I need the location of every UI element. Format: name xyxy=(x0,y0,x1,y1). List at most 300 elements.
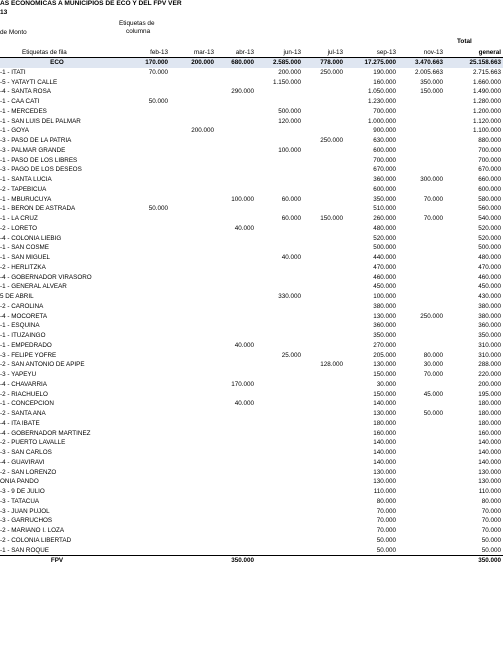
cell-value: 380.000 xyxy=(373,302,396,310)
row-total: 560.000 xyxy=(478,205,501,213)
cell-value xyxy=(216,78,256,88)
municipio-label[interactable]: -4 - CHAVARRIA xyxy=(0,380,47,388)
cell-value xyxy=(170,458,216,468)
row-total: 700.000 xyxy=(478,146,501,154)
cell-value xyxy=(256,458,303,468)
table-row xyxy=(0,321,503,331)
cell-value xyxy=(116,234,170,244)
col-header: feb-13 xyxy=(116,48,170,58)
row-total: 70.000 xyxy=(481,527,501,534)
cell-value xyxy=(170,331,216,341)
cell-value xyxy=(170,136,216,146)
cell-value xyxy=(116,126,170,136)
row-total: 470.000 xyxy=(478,263,501,271)
municipio-label[interactable]: -3 - FELIPE YOFRE xyxy=(0,351,57,359)
cell-value xyxy=(116,370,170,380)
municipio-label[interactable]: -2 - SAN ANTONIO DE APIPE xyxy=(0,361,85,369)
cell-value xyxy=(256,360,303,370)
table-row xyxy=(0,458,503,468)
cell-value xyxy=(303,516,345,526)
eco-value: 170.000 xyxy=(116,58,170,68)
cell-value xyxy=(303,97,345,107)
cell-value xyxy=(170,321,216,331)
cell-value xyxy=(116,331,170,341)
cell-value xyxy=(116,487,170,497)
cell-value: 100.000 xyxy=(373,293,396,300)
cell-value xyxy=(170,175,216,185)
cell-value xyxy=(398,458,445,468)
cell-value xyxy=(216,263,256,273)
municipio-label[interactable]: -2 - CAROLINA xyxy=(0,302,44,310)
col-header: jun-13 xyxy=(256,48,303,58)
table-row xyxy=(0,331,503,341)
municipio-label[interactable]: -2 - RIACHUELO xyxy=(0,390,48,398)
row-total: 195.000 xyxy=(478,390,501,398)
cell-value: 200.000 xyxy=(191,127,214,135)
cell-value: 70.000 xyxy=(423,371,443,378)
table-row xyxy=(0,175,503,185)
cell-value xyxy=(216,302,256,312)
cell-value xyxy=(116,536,170,546)
cell-value: 40.000 xyxy=(234,400,254,408)
cell-value xyxy=(398,185,445,195)
municipio-label[interactable]: -2 - MARIANO I. LOZA xyxy=(0,527,65,534)
cell-value xyxy=(256,487,303,497)
cell-value: 60.000 xyxy=(281,195,301,203)
cell-value xyxy=(398,243,445,253)
cell-value: 700.000 xyxy=(373,156,396,164)
table-row xyxy=(0,204,503,214)
cell-value xyxy=(216,370,256,380)
eco-group-row xyxy=(0,58,503,68)
cell-value xyxy=(303,487,345,497)
cell-value: 600.000 xyxy=(373,185,396,193)
municipio-label[interactable]: -1 - ESQUINA xyxy=(0,322,40,330)
cell-value: 140.000 xyxy=(373,400,396,408)
row-total: 2.715.663 xyxy=(472,68,501,76)
cell-value xyxy=(116,516,170,526)
row-labels-header[interactable]: Etiquetas de fila xyxy=(0,48,116,58)
cell-value xyxy=(303,224,345,234)
fpv-label[interactable]: FPV xyxy=(0,556,116,566)
cell-value: 110.000 xyxy=(373,488,396,495)
cell-value xyxy=(216,117,256,127)
table-row xyxy=(0,263,503,273)
cell-value xyxy=(170,507,216,517)
cell-value xyxy=(256,468,303,478)
cell-value xyxy=(303,195,345,205)
cell-value: 270.000 xyxy=(373,341,396,349)
cell-value xyxy=(256,263,303,273)
row-total: 380.000 xyxy=(478,312,501,320)
cell-value: 100.000 xyxy=(278,146,301,154)
cell-value xyxy=(216,526,256,536)
municipio-label[interactable]: -1 - BERON DE ASTRADA xyxy=(0,205,76,213)
cell-value xyxy=(303,331,345,341)
cell-value: 30.000 xyxy=(376,380,396,388)
cell-value xyxy=(303,399,345,409)
cell-value xyxy=(398,156,445,166)
cell-value xyxy=(116,263,170,273)
cell-value xyxy=(116,282,170,292)
table-row xyxy=(0,78,503,88)
cell-value xyxy=(116,497,170,507)
cell-value xyxy=(398,497,445,507)
table-row xyxy=(0,282,503,292)
cell-value xyxy=(303,78,345,88)
cell-value xyxy=(303,507,345,517)
municipio-label[interactable]: -2 - HERLITZKA xyxy=(0,263,46,271)
cell-value xyxy=(303,370,345,380)
table-row xyxy=(0,360,503,370)
cell-value xyxy=(303,419,345,429)
cell-value xyxy=(256,243,303,253)
cell-value xyxy=(116,477,170,487)
cell-value: 40.000 xyxy=(234,341,254,349)
row-total: 70.000 xyxy=(481,507,501,515)
municipio-label[interactable]: -2 - LORETO xyxy=(0,224,37,232)
row-total: 310.000 xyxy=(478,351,501,359)
table-row xyxy=(0,302,503,312)
cell-value xyxy=(170,429,216,439)
cell-value xyxy=(170,390,216,400)
municipio-label[interactable]: ONIA PANDO xyxy=(0,478,39,486)
cell-value xyxy=(398,477,445,487)
cell-value: 40.000 xyxy=(281,254,301,261)
municipio-label[interactable]: -4 - GOBERNADOR VIRASORO xyxy=(0,273,92,281)
cell-value xyxy=(170,409,216,419)
cell-value: 450.000 xyxy=(373,283,396,291)
cell-value: 130.000 xyxy=(373,468,396,476)
cell-value xyxy=(256,399,303,409)
cell-value xyxy=(216,516,256,526)
municipio-label[interactable]: -4 - GUAVIRAVI xyxy=(0,458,45,466)
cell-value: 290.000 xyxy=(231,88,254,96)
table-row xyxy=(0,136,503,146)
cell-value xyxy=(256,497,303,507)
cell-value xyxy=(303,526,345,536)
cell-value xyxy=(303,234,345,244)
cell-value xyxy=(216,429,256,439)
cell-value: 250.000 xyxy=(320,137,343,144)
cell-value: 480.000 xyxy=(373,224,396,232)
cell-value xyxy=(303,302,345,312)
cell-value: 70.000 xyxy=(148,68,168,76)
cell-value xyxy=(398,165,445,175)
cell-value xyxy=(303,282,345,292)
municipio-label[interactable]: -1 - GENERAL ALVEAR xyxy=(0,283,67,291)
cell-value xyxy=(303,536,345,546)
cell-value xyxy=(256,370,303,380)
cell-value: 50.000 xyxy=(423,410,443,417)
row-total: 670.000 xyxy=(478,166,501,174)
cell-value xyxy=(116,273,170,283)
total-header-line2: general xyxy=(445,48,503,58)
cell-value: 510.000 xyxy=(373,205,396,213)
cell-value xyxy=(216,97,256,107)
municipio-label[interactable]: -4 - ITA IBATE xyxy=(0,419,40,427)
table-row xyxy=(0,507,503,517)
table-row xyxy=(0,234,503,244)
cell-value xyxy=(216,253,256,263)
cell-value xyxy=(398,234,445,244)
municipio-label[interactable]: -1 - CONCEPCION xyxy=(0,400,54,408)
cell-value xyxy=(398,224,445,234)
cell-value xyxy=(170,497,216,507)
municipio-label[interactable]: -3 - YAPEYU xyxy=(0,371,37,378)
cell-value: 80.000 xyxy=(376,497,396,505)
cell-value: 250.000 xyxy=(320,68,343,76)
cell-value xyxy=(116,107,170,117)
cell-value xyxy=(256,419,303,429)
cell-value: 140.000 xyxy=(373,439,396,447)
cell-value xyxy=(116,458,170,468)
row-total: 460.000 xyxy=(478,273,501,281)
municipio-label[interactable]: -1 - MBURUCUYA xyxy=(0,195,52,203)
cell-value xyxy=(303,351,345,361)
cell-value: 460.000 xyxy=(373,273,396,281)
cell-value: 50.000 xyxy=(376,546,396,554)
table-row xyxy=(0,516,503,526)
cell-value xyxy=(303,117,345,127)
cell-value xyxy=(170,341,216,351)
cell-value xyxy=(303,409,345,419)
cell-value xyxy=(303,243,345,253)
cell-value xyxy=(170,399,216,409)
cell-value xyxy=(398,399,445,409)
cell-value xyxy=(216,312,256,322)
row-total: 450.000 xyxy=(478,283,501,291)
cell-value xyxy=(116,175,170,185)
cell-value xyxy=(398,546,445,556)
row-total: 1.280.000 xyxy=(472,98,501,105)
cell-value: 1.150.000 xyxy=(272,78,301,86)
municipio-label[interactable]: -1 - SAN MIGUEL xyxy=(0,254,51,261)
municipio-label[interactable]: -2 - COLONIA LIBERTAD xyxy=(0,536,72,544)
cell-value xyxy=(170,185,216,195)
cell-value xyxy=(256,331,303,341)
eco-label[interactable]: ECO xyxy=(0,58,116,68)
row-total: 660.000 xyxy=(478,176,501,183)
row-total: 310.000 xyxy=(478,341,501,349)
cell-value xyxy=(398,331,445,341)
row-total: 160.000 xyxy=(478,429,501,437)
cell-value: 140.000 xyxy=(373,449,396,456)
municipio-label[interactable]: -1 - GOYA xyxy=(0,127,29,135)
cell-value xyxy=(116,292,170,302)
table-row xyxy=(0,253,503,263)
row-total: 288.000 xyxy=(478,361,501,369)
cell-value xyxy=(170,214,216,224)
municipio-label[interactable]: -1 - SAN COSME xyxy=(0,244,49,252)
cell-value: 140.000 xyxy=(373,458,396,466)
cell-value xyxy=(170,97,216,107)
cell-value xyxy=(216,204,256,214)
cell-value xyxy=(256,136,303,146)
cell-value xyxy=(303,146,345,156)
cell-value xyxy=(216,419,256,429)
cell-value xyxy=(256,341,303,351)
municipio-label[interactable]: -1 - PASO DE LOS LIBRES xyxy=(0,156,78,164)
cell-value xyxy=(216,136,256,146)
cell-value xyxy=(303,312,345,322)
cell-value xyxy=(116,380,170,390)
cell-value xyxy=(216,448,256,458)
municipio-label[interactable]: -3 - PALMAR GRANDE xyxy=(0,146,66,154)
cell-value: 45.000 xyxy=(423,390,443,398)
cell-value xyxy=(303,448,345,458)
cell-value xyxy=(170,68,216,78)
col-header: abr-13 xyxy=(216,48,256,58)
cell-value xyxy=(398,253,445,263)
cell-value: 300.000 xyxy=(420,176,443,183)
cell-value xyxy=(303,204,345,214)
municipio-label[interactable]: -1 - SAN ROQUE xyxy=(0,546,49,554)
cell-value: 260.000 xyxy=(373,215,396,222)
col-header: sep-13 xyxy=(345,48,398,58)
cell-value xyxy=(116,360,170,370)
municipio-label[interactable]: -3 - GARRUCHOS xyxy=(0,517,53,525)
cell-value xyxy=(216,165,256,175)
cell-value xyxy=(303,497,345,507)
municipio-label[interactable]: -2 - PUERTO LAVALLE xyxy=(0,439,66,447)
municipio-label[interactable]: -4 - SANTA ROSA xyxy=(0,88,51,96)
municipio-label[interactable]: -1 - MERCEDES xyxy=(0,107,47,115)
cell-value xyxy=(216,234,256,244)
municipio-label[interactable]: -3 - PASO DE LA PATRIA xyxy=(0,137,72,144)
row-total: 430.000 xyxy=(478,293,501,300)
cell-value xyxy=(256,438,303,448)
cell-value xyxy=(216,477,256,487)
cell-value xyxy=(303,341,345,351)
row-total: 130.000 xyxy=(478,468,501,476)
cell-value xyxy=(303,185,345,195)
cell-value xyxy=(116,243,170,253)
municipio-label[interactable]: -1 - LA CRUZ xyxy=(0,215,38,222)
cell-value xyxy=(216,126,256,136)
row-total: 80.000 xyxy=(481,497,501,505)
cell-value xyxy=(256,409,303,419)
municipio-label[interactable]: -1 - EMPEDRADO xyxy=(0,341,52,349)
cell-value xyxy=(170,477,216,487)
column-labels-caption-2: columna xyxy=(126,28,151,35)
cell-value: 160.000 xyxy=(373,78,396,86)
table-row xyxy=(0,224,503,234)
municipio-label[interactable]: -3 - PAGO DE LOS DESEOS xyxy=(0,166,82,174)
cell-value xyxy=(303,253,345,263)
municipio-label[interactable]: -1 - SAN LUIS DEL PALMAR xyxy=(0,117,81,125)
cell-value xyxy=(398,556,445,566)
cell-value: 50.000 xyxy=(148,98,168,105)
col-header: mar-13 xyxy=(170,48,216,58)
municipio-label[interactable]: -1 - CAA CATI xyxy=(0,98,40,105)
cell-value xyxy=(170,419,216,429)
cell-value xyxy=(256,526,303,536)
cell-value xyxy=(256,429,303,439)
municipio-label[interactable]: -2 - SANTA ANA xyxy=(0,410,46,417)
cell-value: 25.000 xyxy=(281,351,301,359)
municipio-label[interactable]: -1 - ITATI xyxy=(0,68,26,76)
table-row xyxy=(0,438,503,448)
row-total: 1.660.000 xyxy=(472,78,501,86)
cell-value xyxy=(398,419,445,429)
municipio-label[interactable]: -3 - 9 DE JULIO xyxy=(0,488,45,495)
cell-value xyxy=(303,273,345,283)
cell-value: 350.000 xyxy=(373,195,396,203)
municipio-label[interactable]: -1 - ITUZAINGO xyxy=(0,332,46,339)
cell-value xyxy=(116,390,170,400)
row-total: 130.000 xyxy=(478,478,501,486)
municipio-label[interactable]: -4 - MOCORETA xyxy=(0,312,48,320)
municipio-label[interactable]: -5 - YATAYTI CALLE xyxy=(0,78,58,86)
cell-value xyxy=(398,282,445,292)
cell-value xyxy=(398,341,445,351)
cell-value xyxy=(170,87,216,97)
cell-value: 30.000 xyxy=(423,361,443,369)
table-row xyxy=(0,477,503,487)
cell-value: 70.000 xyxy=(376,527,396,534)
municipio-label[interactable]: -3 - SAN CARLOS xyxy=(0,449,52,456)
municipio-label[interactable]: -2 - SAN LORENZO xyxy=(0,468,57,476)
cell-value xyxy=(170,468,216,478)
cell-value: 250.000 xyxy=(420,312,443,320)
cell-value: 70.000 xyxy=(376,507,396,515)
cell-value xyxy=(170,243,216,253)
municipio-label[interactable]: -4 - GOBERNADOR MARTINEZ xyxy=(0,429,91,437)
municipio-label[interactable]: -3 - TATACUA xyxy=(0,497,40,505)
cell-value xyxy=(216,146,256,156)
cell-value xyxy=(256,536,303,546)
cell-value xyxy=(303,156,345,166)
table-row xyxy=(0,468,503,478)
cell-value: 120.000 xyxy=(278,117,301,125)
cell-value: 2.005.663 xyxy=(414,68,443,76)
cell-value: 150.000 xyxy=(373,390,396,398)
table-row xyxy=(0,126,503,136)
cell-value xyxy=(216,507,256,517)
cell-value xyxy=(216,243,256,253)
row-total: 140.000 xyxy=(478,449,501,456)
report-subtitle: 13 xyxy=(0,9,8,16)
row-total: 500.000 xyxy=(478,244,501,252)
cell-value xyxy=(256,302,303,312)
cell-value xyxy=(170,234,216,244)
cell-value xyxy=(116,117,170,127)
cell-value xyxy=(256,224,303,234)
cell-value xyxy=(256,312,303,322)
cell-value: 330.000 xyxy=(278,293,301,300)
col-header: jul-13 xyxy=(303,48,345,58)
cell-value: 180.000 xyxy=(373,419,396,427)
cell-value: 1.230.000 xyxy=(367,98,396,105)
cell-value xyxy=(116,409,170,419)
municipio-label[interactable]: -1 - SANTA LUCIA xyxy=(0,176,52,183)
cell-value: 350.000 xyxy=(216,556,256,566)
municipio-label[interactable]: -3 - JUAN PUJOL xyxy=(0,507,50,515)
row-total: 1.200.000 xyxy=(472,107,501,115)
cell-value xyxy=(256,165,303,175)
municipio-label[interactable]: -4 - COLONIA LIEBIG xyxy=(0,234,62,242)
cell-value xyxy=(170,351,216,361)
municipio-label[interactable]: -2 - TAPEBICUA xyxy=(0,185,47,193)
cell-value xyxy=(256,556,303,566)
cell-value: 900.000 xyxy=(373,127,396,135)
municipio-label[interactable]: 5 DE ABRIL xyxy=(0,293,34,300)
cell-value xyxy=(170,526,216,536)
cell-value xyxy=(398,516,445,526)
cell-value xyxy=(256,87,303,97)
cell-value xyxy=(256,477,303,487)
